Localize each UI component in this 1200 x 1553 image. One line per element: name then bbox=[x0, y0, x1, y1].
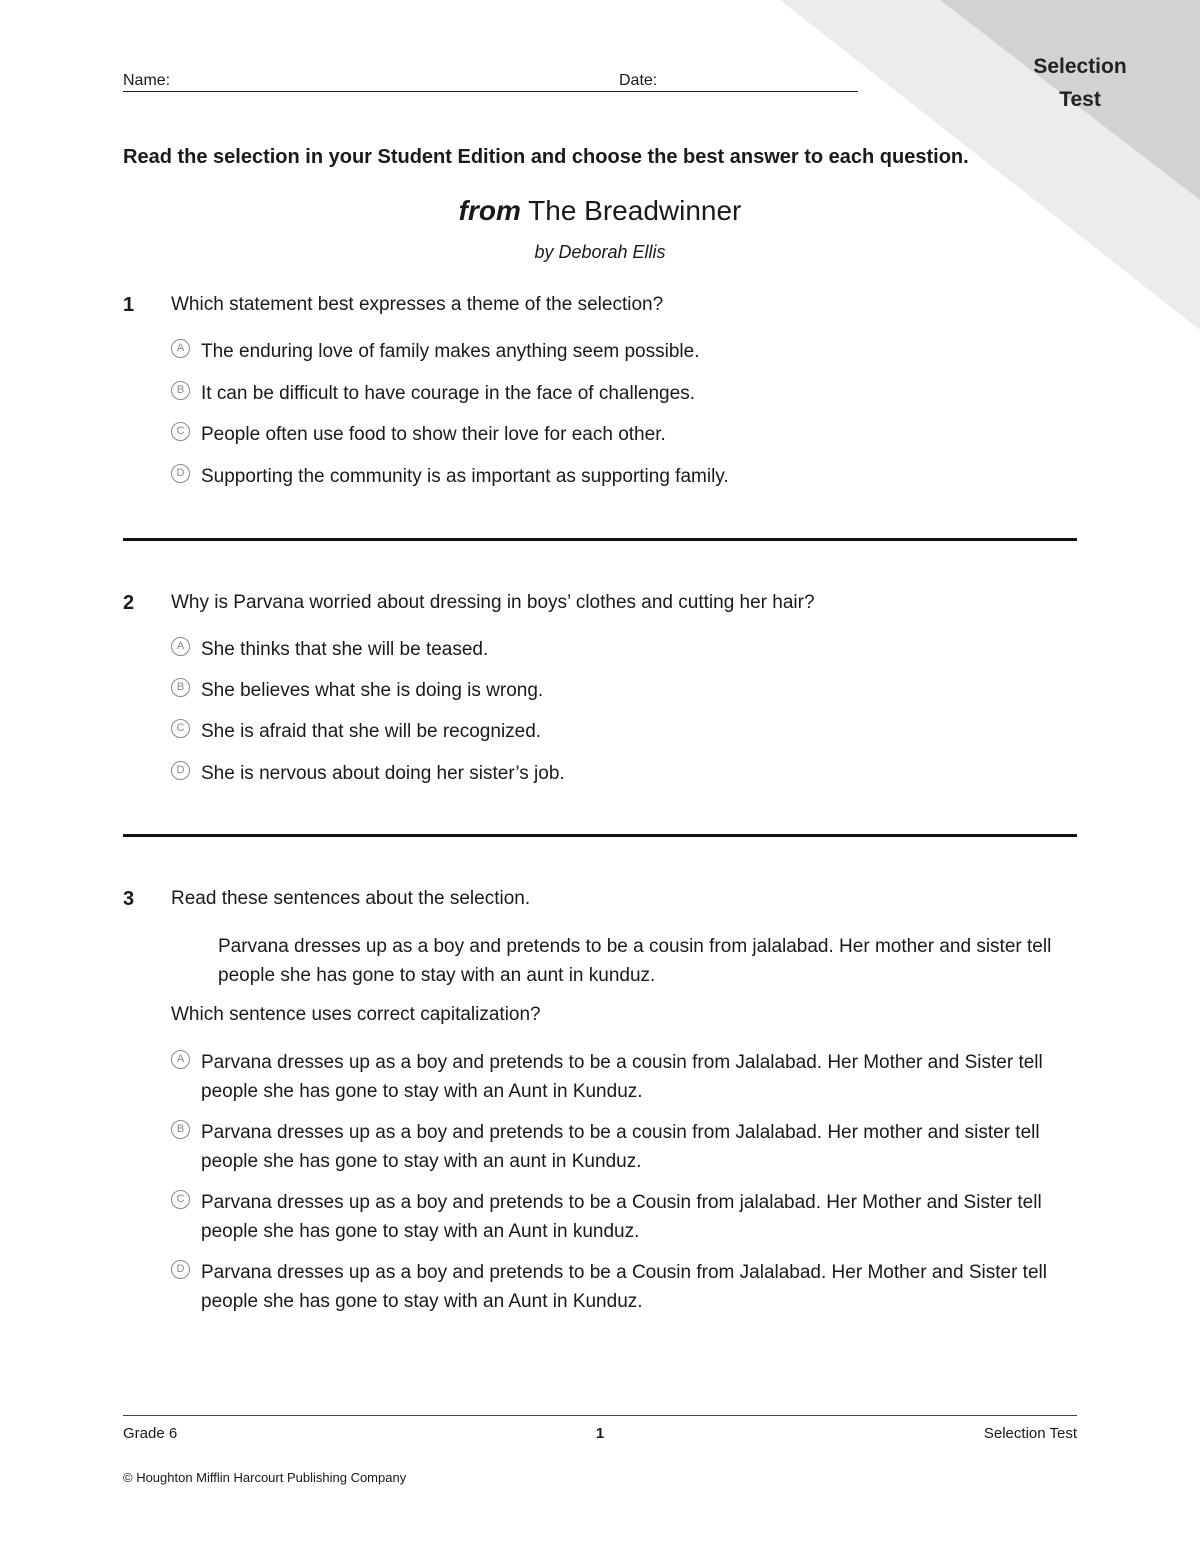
choice-a[interactable] bbox=[171, 337, 1071, 366]
copyright-notice: © Houghton Mifflin Harcourt Publishing Company bbox=[123, 1470, 407, 1485]
choice-c[interactable] bbox=[171, 1188, 1071, 1246]
choice-d[interactable] bbox=[171, 1258, 1071, 1316]
choice-c[interactable] bbox=[171, 420, 1071, 449]
footer-test-name: Selection Test bbox=[983, 1425, 1077, 1442]
choice-b[interactable] bbox=[171, 379, 1071, 408]
question-prompt: Which sentence uses correct capitalization? bbox=[171, 1004, 541, 1025]
date-underline bbox=[619, 91, 858, 92]
page-number: 1 bbox=[595, 1425, 605, 1442]
choice-text: Parvana dresses up as a boy and pretends to be a Cousin from jalalabad. Her Mother and Sister tell people she has gone to stay with an Aunt in kunduz. bbox=[201, 1192, 1042, 1242]
date-field[interactable] bbox=[619, 72, 657, 90]
footer-rule bbox=[123, 1415, 1077, 1416]
question-number: 3 bbox=[123, 888, 135, 910]
question-divider bbox=[123, 538, 1077, 541]
badge-line-2: Test bbox=[1059, 88, 1101, 111]
selection-test-badge bbox=[1018, 50, 1142, 116]
choice-d[interactable] bbox=[171, 462, 1071, 491]
choice-text: The enduring love of family makes anything seem possible. bbox=[201, 341, 700, 362]
choice-c-bubble[interactable]: C bbox=[171, 719, 190, 738]
question-divider bbox=[123, 834, 1077, 837]
choice-b[interactable] bbox=[171, 1118, 1071, 1176]
title-from: from bbox=[458, 195, 521, 226]
choice-c-bubble[interactable]: C bbox=[171, 1190, 190, 1209]
choice-text: Parvana dresses up as a boy and pretends to be a Cousin from Jalalabad. Her Mother and Sister tell people she has gone to stay with an Aunt in Kunduz. bbox=[201, 1262, 1047, 1312]
choice-d-bubble[interactable]: D bbox=[171, 761, 190, 780]
choice-text: It can be difficult to have courage in the face of challenges. bbox=[201, 383, 695, 404]
choice-text: She believes what she is doing is wrong. bbox=[201, 680, 544, 701]
choice-a-bubble[interactable]: A bbox=[171, 637, 190, 656]
choice-text: She is afraid that she will be recognized. bbox=[201, 721, 542, 742]
question-stem: Read these sentences about the selection. bbox=[171, 888, 531, 909]
choice-d[interactable] bbox=[171, 759, 1071, 788]
name-field[interactable] bbox=[123, 72, 170, 90]
choice-b-bubble[interactable]: B bbox=[171, 678, 190, 697]
question-number: 2 bbox=[123, 592, 135, 614]
choice-c[interactable] bbox=[171, 717, 1071, 746]
choice-b[interactable] bbox=[171, 676, 1071, 705]
choice-a[interactable] bbox=[171, 1048, 1071, 1106]
footer-grade: Grade 6 bbox=[123, 1425, 178, 1442]
selection-title bbox=[0, 195, 1200, 227]
question-stem: Which statement best expresses a theme of the selection? bbox=[171, 294, 664, 315]
choice-a[interactable] bbox=[171, 635, 1071, 664]
choice-d-bubble[interactable]: D bbox=[171, 1260, 190, 1279]
quoted-passage: Parvana dresses up as a boy and pretends to be a cousin from jalalabad. Her mother and sister tell people she has gone to stay with an aunt in kunduz. bbox=[218, 936, 1052, 986]
name-label: Name: bbox=[123, 72, 171, 89]
choice-text: People often use food to show their love for each other. bbox=[201, 424, 666, 445]
choice-b-bubble[interactable]: B bbox=[171, 1120, 190, 1139]
instruction: Read the selection in your Student Edition and choose the best answer to each question. bbox=[123, 146, 969, 168]
author-line: by Deborah Ellis bbox=[534, 242, 666, 262]
choice-a-bubble[interactable]: A bbox=[171, 1050, 190, 1069]
choice-text: She thinks that she will be teased. bbox=[201, 639, 489, 660]
choice-a-bubble[interactable]: A bbox=[171, 339, 190, 358]
choice-text: Parvana dresses up as a boy and pretends to be a cousin from Jalalabad. Her Mother and Sister tell people she has gone to stay with an Aunt in Kunduz. bbox=[201, 1052, 1043, 1102]
question-number: 1 bbox=[123, 294, 135, 316]
choice-text: Parvana dresses up as a boy and pretends to be a cousin from Jalalabad. Her mother and sister tell people she has gone to stay with an aunt in Kunduz. bbox=[201, 1122, 1040, 1172]
choice-text: Supporting the community is as important as supporting family. bbox=[201, 466, 729, 487]
choice-c-bubble[interactable]: C bbox=[171, 422, 190, 441]
title-main: The Breadwinner bbox=[528, 195, 742, 226]
date-label: Date: bbox=[619, 72, 658, 89]
choice-d-bubble[interactable]: D bbox=[171, 464, 190, 483]
choice-b-bubble[interactable]: B bbox=[171, 381, 190, 400]
name-underline bbox=[123, 91, 619, 92]
badge-line-1: Selection bbox=[1033, 55, 1127, 78]
choice-text: She is nervous about doing her sister’s job. bbox=[201, 763, 565, 784]
question-stem: Why is Parvana worried about dressing in boys’ clothes and cutting her hair? bbox=[171, 592, 815, 613]
